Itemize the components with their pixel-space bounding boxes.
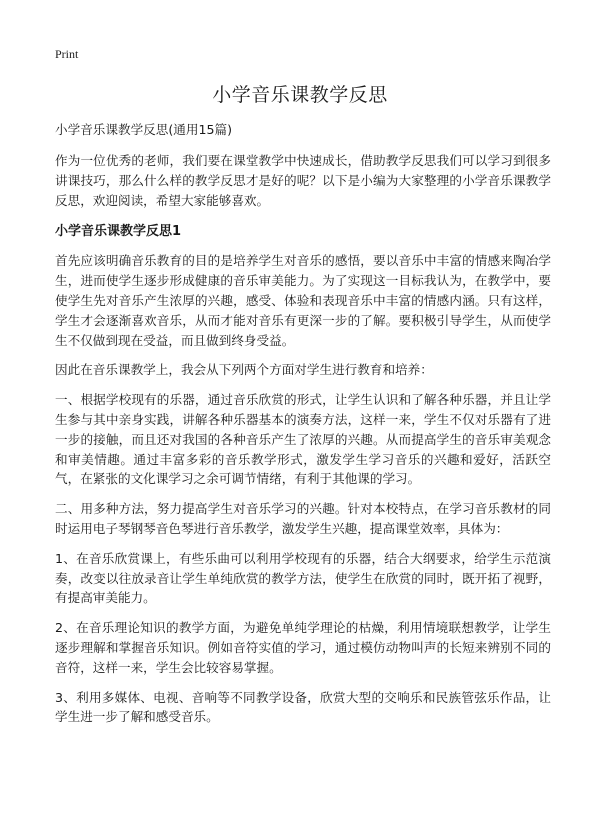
body-paragraph: 一、根据学校现有的乐器，通过音乐欣赏的形式，让学生认识和了解各种乐器，并且让学生参与其中亲身实践，讲解各种乐器基本的演奏方法，这样一来，学生不仅对乐器有了进一步的接触，而且还对我国的各种音乐产生了浓厚的兴趣。从而提高学生的音乐审美观念和审美情趣。通过丰富多彩的音乐教学形式，激发学生学习音乐的兴趣和爱好，活跃空气，在紧张的文化课学习之余可调节情绪，有利于其他课的学习。 [55,392,551,487]
document-subtitle: 小学音乐课教学反思(通用15篇) [55,122,232,137]
body-paragraph: 二、用多种方法，努力提高学生对音乐学习的兴趣。针对本校特点，在学习音乐教材的同时运用电子琴钢琴音色琴进行音乐教学，激发学生兴趣，提高课堂效率，具体为： [55,501,551,536]
body-paragraph: 3、利用多媒体、电视、音响等不同教学设备，欣赏大型的交响乐和民族管弦乐作品，让学生进一步了解和感受音乐。 [55,689,551,725]
body-paragraph: 1、在音乐欣赏课上，有些乐曲可以利用学校现有的乐器，结合大纲要求，给学生示范演奏，改变以往放录音让学生单纯欣赏的教学方法，使学生在欣赏的同时，既开拓了视野，有提高审美能力。 [55,550,551,606]
document-body [55,120,551,737]
body-paragraph: 首先应该明确音乐教育的目的是培养学生对音乐的感悟，要以音乐中丰富的情感来陶冶学生，进而使学生逐步形成健康的音乐审美能力。为了实现这一目标我认为，在教学中，要使学生先对音乐产生浓厚的兴趣，感受、体验和表现音乐中丰富的情感内涵。只有这样，学生才会逐渐喜欢音乐，从而才能对音乐有更深一步的了解。要积极引导学生，从而使学生不仅做到现在受益，而且做到终身受益。 [55,253,551,348]
body-paragraph: 因此在音乐课教学上，我会从下列两个方面对学生进行教育和培养： [55,362,433,378]
intro-paragraph: 作为一位优秀的老师，我们要在课堂教学中快速成长，借助教学反思我们可以学习到很多讲课技巧，那么什么样的教学反思才是好的呢？以下是小编为大家整理的小学音乐课教学反思，欢迎阅读，希望大家能够喜欢。 [55,153,551,208]
body-paragraph: 2、在音乐理论知识的教学方面，为避免单纯学理论的枯燥，利用情境联想教学，让学生逐步理解和掌握音乐知识。例如音符实值的学习，通过模仿动物叫声的长短来辨别不同的音符，这样一来，学生会比较容易掌握。 [55,620,551,675]
page-title: 小学音乐课教学反思 [212,84,388,106]
section-heading: 小学音乐课教学反思1 [55,224,182,240]
print-link[interactable]: Print [55,47,79,61]
